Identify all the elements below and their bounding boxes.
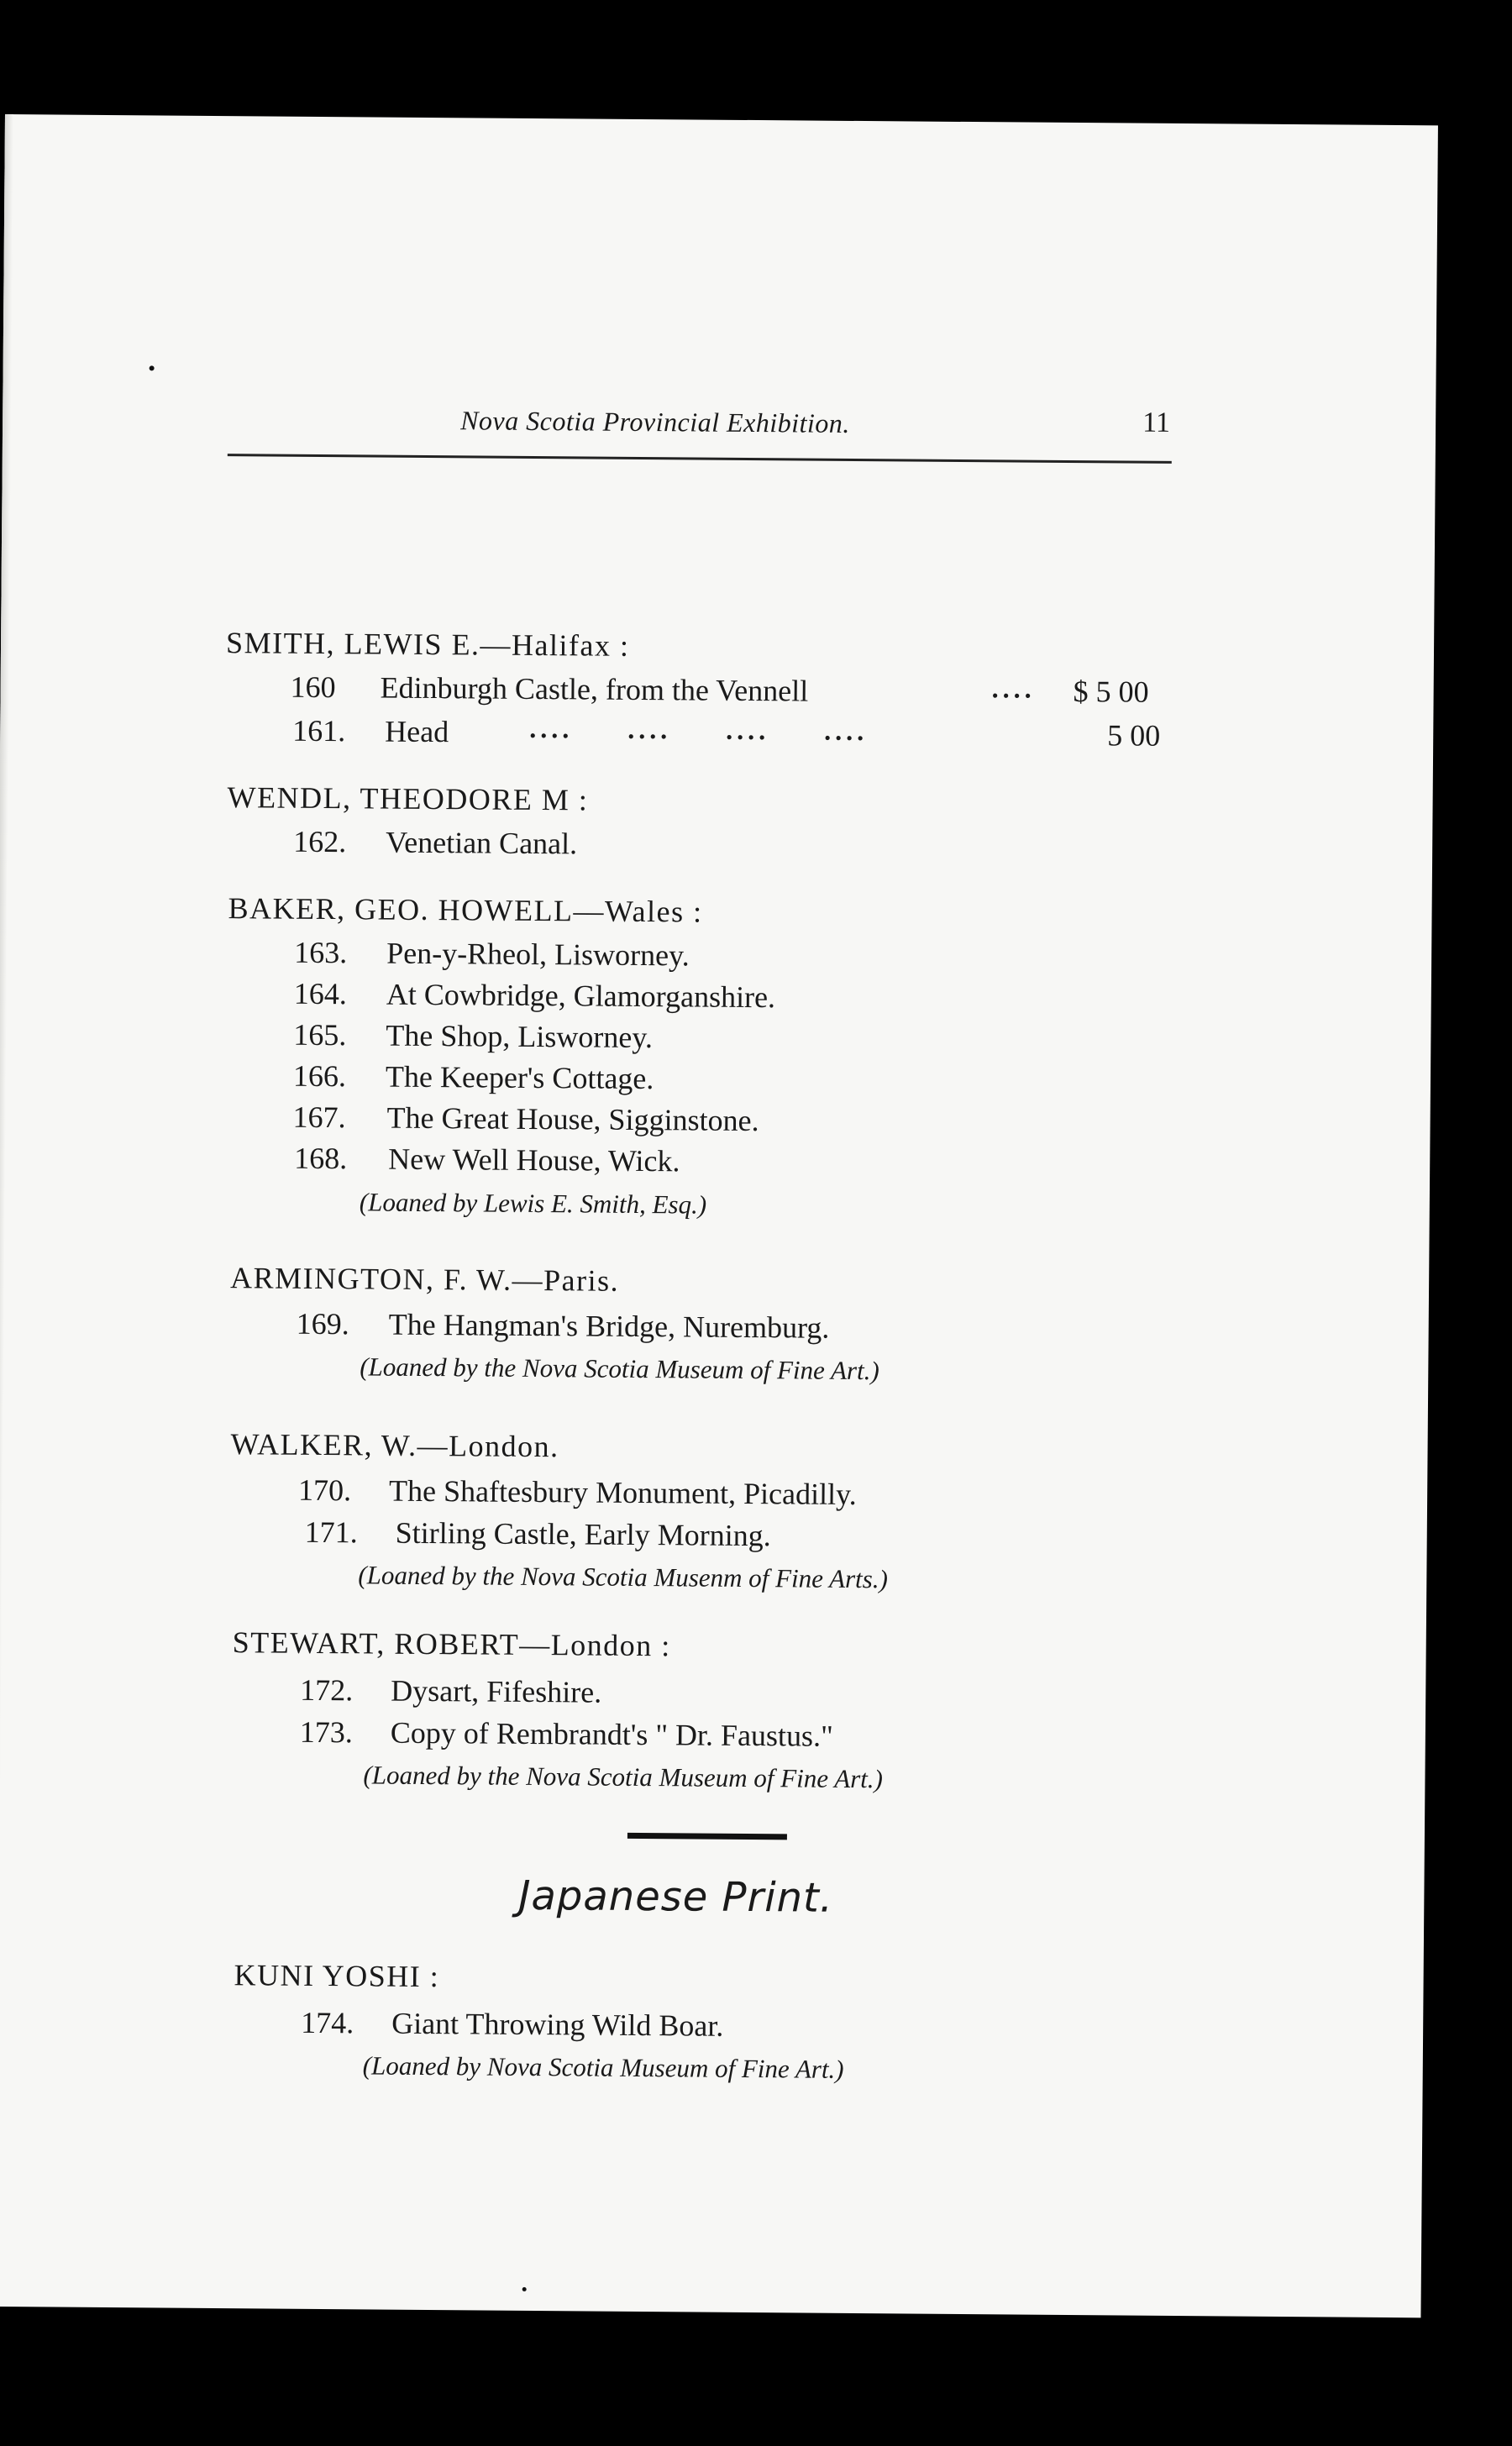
loan-credit: (Loaned by the Nova Scotia Musenm of Fine Arts.) bbox=[358, 1560, 889, 1594]
item-title: The Hangman's Bridge, Nuremburg. bbox=[388, 1307, 830, 1345]
item-title: Stirling Castle, Early Morning. bbox=[395, 1515, 771, 1553]
artist-heading-kuni-yoshi: KUNI YOSHI : bbox=[234, 1958, 440, 1994]
item-number: 161. bbox=[292, 713, 346, 748]
item-number: 163. bbox=[294, 935, 348, 970]
section-title: Japanese Print. bbox=[518, 1871, 834, 1922]
loan-credit: (Loaned by Nova Scotia Museum of Fine Art.) bbox=[362, 2050, 844, 2084]
item-number: 169. bbox=[296, 1306, 349, 1341]
artist-heading-wendl: WENDL, THEODORE M : bbox=[227, 780, 589, 817]
item-number: 160 bbox=[290, 669, 336, 705]
item-title: The Keeper's Cottage. bbox=[385, 1059, 654, 1096]
page-number: 11 bbox=[1142, 407, 1171, 438]
item-number: 167. bbox=[292, 1100, 346, 1135]
item-title: Dysart, Fifeshire. bbox=[391, 1673, 602, 1709]
item-price: $ 5 00 bbox=[1073, 674, 1149, 709]
item-title: The Shaftesbury Monument, Picadilly. bbox=[388, 1473, 857, 1512]
item-title: New Well House, Wick. bbox=[388, 1142, 680, 1178]
item-title: Pen-y-Rheol, Lisworney. bbox=[386, 936, 690, 973]
item-title: Venetian Canal. bbox=[386, 825, 578, 861]
item-number: 164. bbox=[293, 976, 347, 1011]
artist-heading-stewart: STEWART, ROBERT—London : bbox=[232, 1625, 671, 1663]
item-number: 168. bbox=[294, 1141, 348, 1176]
item-number: 174. bbox=[301, 2005, 354, 2040]
item-number: 165. bbox=[293, 1017, 347, 1052]
running-header-title: Nova Scotia Provincial Exhibition. bbox=[460, 405, 851, 438]
item-title: Head bbox=[385, 714, 449, 749]
loan-credit: (Loaned by the Nova Scotia Museum of Fine Art.) bbox=[363, 1760, 884, 1794]
artist-heading-walker: WALKER, W.—London. bbox=[230, 1427, 559, 1464]
item-title: At Cowbridge, Glamorganshire. bbox=[386, 977, 776, 1015]
loan-credit: (Loaned by Lewis E. Smith, Esq.) bbox=[359, 1187, 707, 1220]
page-edge bbox=[0, 114, 13, 2307]
item-title: Edinburgh Castle, from the Vennell bbox=[380, 670, 809, 708]
item-title: The Shop, Lisworney. bbox=[386, 1018, 654, 1055]
catalogue-page bbox=[0, 114, 1438, 2317]
leader-dots: .... bbox=[991, 673, 1036, 704]
item-number: 173. bbox=[299, 1714, 354, 1750]
item-number: 162. bbox=[293, 824, 347, 859]
leader-dots: .... .... .... .... bbox=[529, 712, 869, 747]
header-rule bbox=[228, 454, 1172, 464]
artist-heading-armington: ARMINGTON, F. W.—Paris. bbox=[229, 1261, 620, 1298]
artist-heading-smith: SMITH, LEWIS E.—Halifax : bbox=[225, 626, 630, 663]
item-price: 5 00 bbox=[1107, 718, 1161, 753]
scan-speck bbox=[522, 2287, 527, 2291]
item-title: Giant Throwing Wild Boar. bbox=[391, 2006, 724, 2043]
item-number: 172. bbox=[300, 1672, 354, 1708]
item-number: 166. bbox=[292, 1058, 347, 1094]
artist-heading-baker: BAKER, GEO. HOWELL—Wales : bbox=[228, 891, 703, 929]
item-number: 171. bbox=[304, 1514, 358, 1550]
loan-credit: (Loaned by the Nova Scotia Museum of Fine Art.) bbox=[360, 1352, 879, 1386]
scan-speck bbox=[150, 365, 155, 370]
section-divider bbox=[627, 1833, 787, 1840]
item-title: The Great House, Sigginstone. bbox=[386, 1100, 759, 1138]
item-number: 170. bbox=[297, 1472, 352, 1508]
item-title: Copy of Rembrandt's " Dr. Faustus." bbox=[390, 1715, 833, 1753]
